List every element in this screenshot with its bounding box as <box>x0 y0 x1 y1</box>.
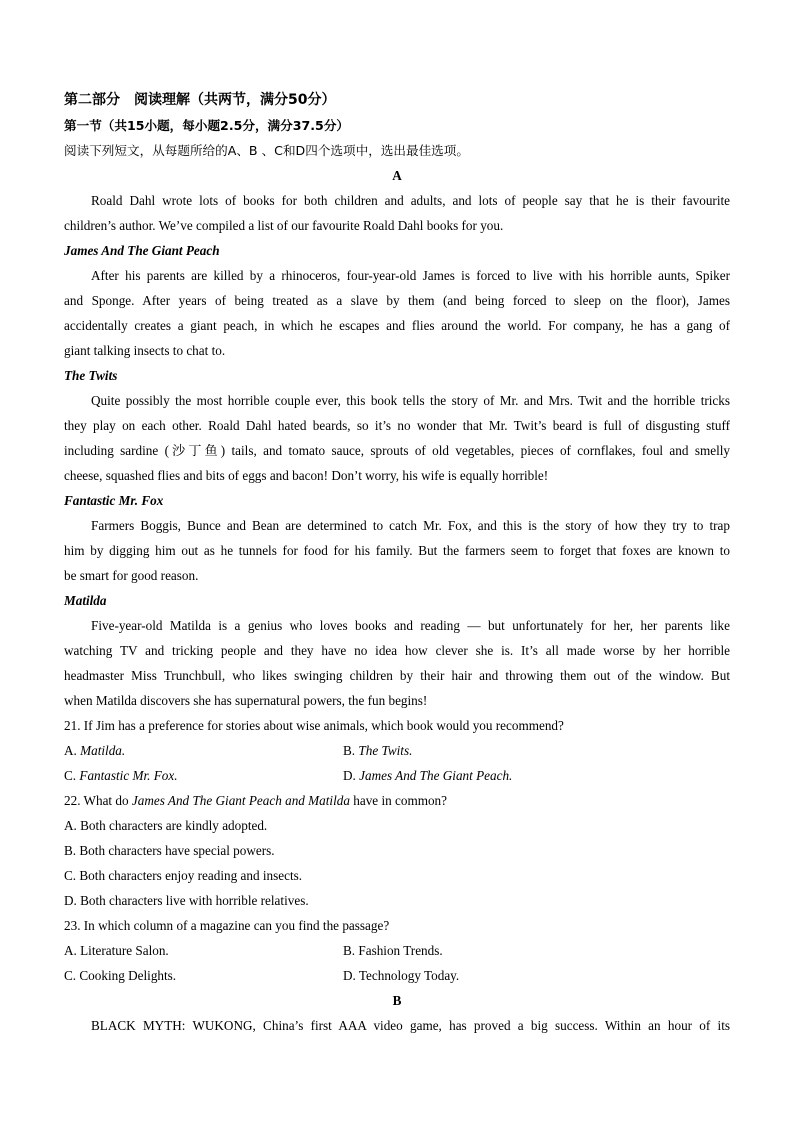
book-title: Fantastic Mr. Fox <box>64 493 164 508</box>
option-b-text: The Twits. <box>358 743 413 758</box>
option-d[interactable]: D. Both characters live with horrible relatives. <box>64 893 309 908</box>
book-text-line: headmaster Miss Trunchbull, who likes swinging children by their hair and throwing them out of the window. But <box>64 668 730 683</box>
option-b[interactable]: B. Both characters have special powers. <box>64 843 275 858</box>
intro-line: Roald Dahl wrote lots of books for both children and adults, and lots of people say that he is their favourite <box>91 193 730 208</box>
instructions: 阅读下列短文，从每题所给的A、B 、C和D四个选项中，选出最佳选项。 <box>64 143 469 158</box>
option-d-prefix: D. <box>343 768 360 783</box>
book-text-line: they play on each other. Roald Dahl hated beards, so it’s no wonder that Mr. Twit’s beard is full of disgusting stuff <box>64 418 730 433</box>
book-text-line: when Matilda discovers she has supernatural powers, the fun begins! <box>64 693 428 708</box>
question-23-stem: 23. In which column of a magazine can you find the passage? <box>64 918 390 933</box>
question-21-stem: 21. If Jim has a preference for stories about wise animals, which book would you recommend? <box>64 718 564 733</box>
option-c-prefix: C. <box>64 768 80 783</box>
book-text-line: giant talking insects to chat to. <box>64 343 226 358</box>
option-a-prefix: A. <box>64 743 81 758</box>
question-23-options-row <box>64 963 730 988</box>
part-title: 第二部分 阅读理解（共两节，满分50分） <box>64 92 336 108</box>
book-title: Matilda <box>64 593 107 608</box>
option-a-text: Matilda. <box>80 743 126 758</box>
option-c[interactable]: C. Both characters enjoy reading and insects. <box>64 868 303 883</box>
intro-line: children’s author. We’ve compiled a list of our favourite Roald Dahl books for you. <box>64 218 504 233</box>
option-a[interactable]: A. Literature Salon. <box>64 943 169 958</box>
book-text-line: him by digging him out as he tunnels for food for his family. But the farmers seem to forget that foxes are known to <box>64 543 730 558</box>
book-text-line: be smart for good reason. <box>64 568 199 583</box>
q22-stem-suffix: have in common? <box>349 793 447 808</box>
option-a[interactable] <box>64 738 343 763</box>
option-c[interactable] <box>64 763 343 788</box>
q22-stem-italic: James And The Giant Peach and Matilda <box>131 793 350 808</box>
book-text-line: and Sponge. After years of being treated as a slave by them (and being forced to sleep on the floor), James <box>64 293 730 308</box>
book-text-line: accidentally creates a giant peach, in which he escapes and flies around the world. For company, he has a gang of <box>64 318 730 333</box>
option-b-prefix: B. <box>343 743 359 758</box>
book-text-line: cheese, squashed flies and bits of eggs and bacon! Don’t worry, his wife is equally horrible! <box>64 468 549 483</box>
book-text-line: watching TV and tricking people and they have no idea how clever she is. It’s all made worse by her horrible <box>64 643 730 658</box>
book-text-line: Farmers Boggis, Bunce and Bean are determined to catch Mr. Fox, and this is the story of how they try to trap <box>91 518 730 533</box>
exam-page <box>64 88 730 1038</box>
option-b[interactable]: B. Fashion Trends. <box>343 943 443 958</box>
question-22-stem <box>64 788 730 813</box>
section-title: 第一节（共15小题，每小题2.5分，满分37.5分） <box>64 118 350 133</box>
book-text-line: Five-year-old Matilda is a genius who loves books and reading — but unfortunately for her, her parents like <box>91 618 730 633</box>
option-c[interactable]: C. Cooking Delights. <box>64 968 177 983</box>
option-a[interactable]: A. Both characters are kindly adopted. <box>64 818 268 833</box>
book-title: The Twits <box>64 368 118 383</box>
option-d-text: James And The Giant Peach. <box>359 768 513 783</box>
option-c-text: Fantastic Mr. Fox. <box>79 768 178 783</box>
passage-b-line: BLACK MYTH: WUKONG, China’s first AAA video game, has proved a big success. Within an hour of its <box>91 1018 730 1033</box>
option-d[interactable]: D. Technology Today. <box>343 968 460 983</box>
q22-stem-prefix: 22. What do <box>64 793 132 808</box>
passage-a-label: A <box>392 168 402 183</box>
option-d[interactable] <box>343 763 512 788</box>
question-21-options-row <box>64 738 730 763</box>
book-text-line: Quite possibly the most horrible couple ever, this book tells the story of Mr. and Mrs. Twit and the horrible tricks <box>91 393 730 408</box>
book-text-line: including sardine (沙丁鱼) tails, and tomato sauce, sprouts of old vegetables, pieces of cornflakes, foul and smelly <box>64 443 730 458</box>
option-b[interactable] <box>343 738 412 763</box>
book-title: James And The Giant Peach <box>64 243 220 258</box>
question-23-options-row <box>64 938 730 963</box>
book-text-line: After his parents are killed by a rhinoceros, four-year-old James is forced to live with his horrible aunts, Spiker <box>91 268 730 283</box>
question-21-options-row <box>64 763 730 788</box>
passage-b-label: B <box>392 993 402 1008</box>
